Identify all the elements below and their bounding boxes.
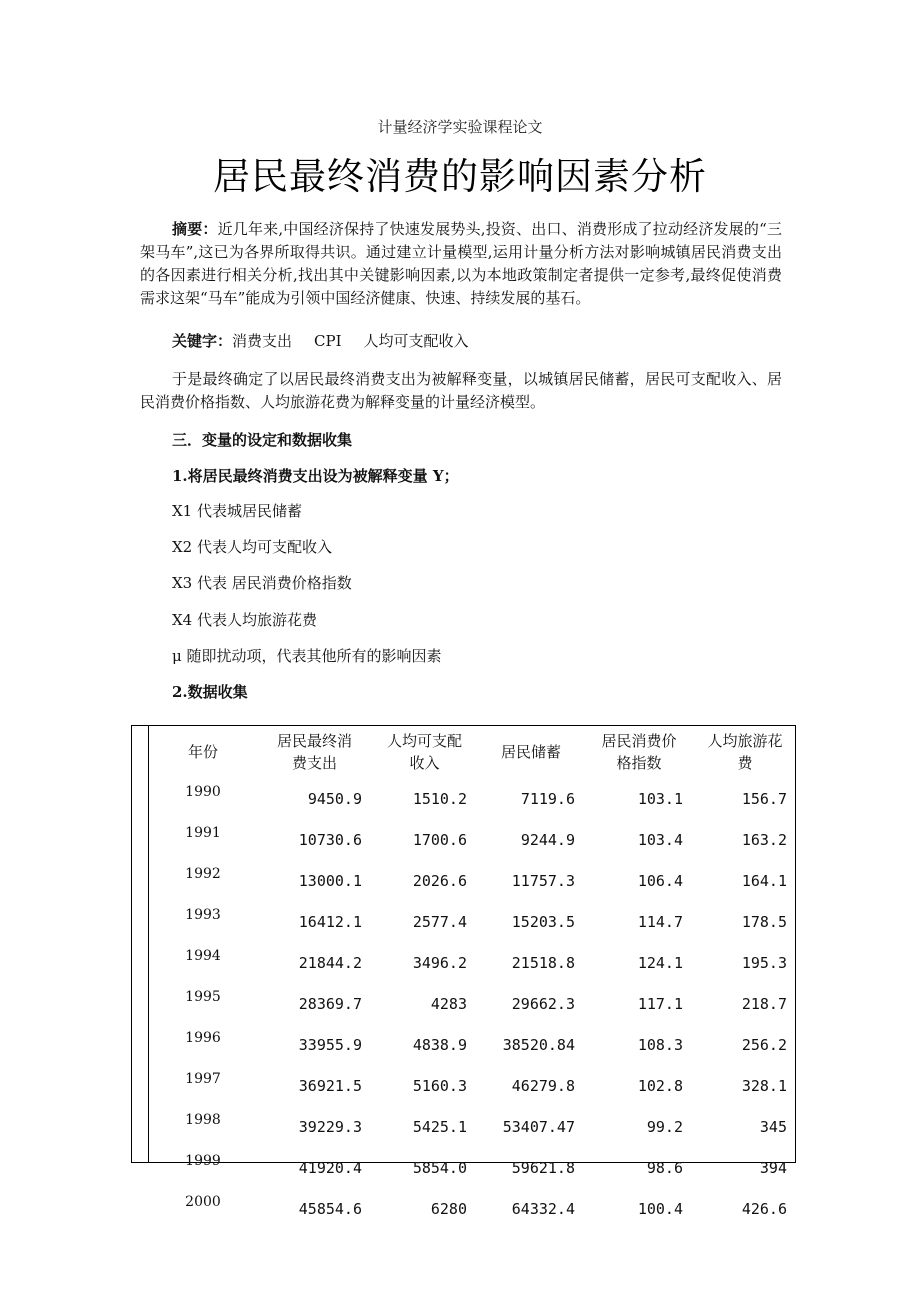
year-cell: 1990 [185,784,221,800]
value-cell: 195.3 [741,953,787,972]
value-cell: 38520.84 [502,1035,575,1054]
header-cpi: 居民消费价 格指数 [601,732,677,772]
value-cell: 2026.6 [412,871,467,890]
value-cell: 178.5 [741,912,787,931]
value-cell: 33955.9 [298,1035,362,1054]
abstract-label: 摘要： [172,220,218,238]
variable-x2: X2 代表人均可支配收入 [172,538,332,556]
value-cell: 3496.2 [412,953,467,972]
value-cell: 218.7 [741,994,787,1013]
abstract-paragraph [140,218,782,310]
value-cell: 114.7 [637,912,683,931]
value-cell: 39229.3 [298,1117,362,1136]
year-cell: 1994 [185,948,221,964]
value-cell: 156.7 [741,789,787,808]
value-cell: 16412.1 [298,912,362,931]
variable-x4: X4 代表人均旅游花费 [172,611,317,629]
header-disposable-income: 人均可支配 收入 [386,732,462,772]
value-cell: 394 [759,1158,787,1177]
value-cell: 46279.8 [511,1076,575,1095]
value-cell: 345 [759,1117,787,1136]
keyword-item: CPI [314,332,342,350]
value-cell: 59621.8 [511,1158,575,1177]
data-table-frame [131,725,796,1218]
value-cell: 163.2 [741,830,787,849]
table-row [149,860,797,901]
table-header-row [149,726,797,778]
year-cell: 1995 [185,989,221,1005]
course-subtitle: 计量经济学实验课程论文 [377,118,543,136]
value-cell: 21518.8 [511,953,575,972]
value-cell: 7119.6 [520,789,575,808]
section-heading: 三．变量的设定和数据收集 [172,431,353,449]
year-cell: 1999 [185,1153,221,1169]
year-cell: 2000 [185,1194,221,1210]
table-row [149,901,797,942]
keywords-line [172,330,491,351]
data-table [149,726,797,1229]
value-cell: 5425.1 [412,1117,467,1136]
keyword-item: 消费支出 [232,332,293,350]
value-cell: 28369.7 [298,994,362,1013]
value-cell: 53407.47 [502,1117,575,1136]
value-cell: 124.1 [637,953,683,972]
variable-x1: X1 代表城居民储蓄 [172,502,302,520]
value-cell: 6280 [430,1199,467,1218]
table-row [149,1065,797,1106]
value-cell: 106.4 [637,871,683,890]
value-cell: 103.1 [637,789,683,808]
value-cell: 328.1 [741,1076,787,1095]
year-cell: 1996 [185,1030,221,1046]
subsection-data-collection: 2.数据收集 [172,683,248,701]
value-cell: 29662.3 [511,994,575,1013]
value-cell: 64332.4 [511,1199,575,1218]
value-cell: 256.2 [741,1035,787,1054]
value-cell: 10730.6 [298,830,362,849]
keyword-item: 人均可支配收入 [363,332,469,350]
value-cell: 1700.6 [412,830,467,849]
value-cell: 9450.9 [307,789,362,808]
value-cell: 5854.0 [412,1158,467,1177]
value-cell: 164.1 [741,871,787,890]
value-cell: 21844.2 [298,953,362,972]
variable-mu: μ 随即扰动项，代表其他所有的影响因素 [172,647,442,665]
value-cell: 99.2 [646,1117,683,1136]
header-year: 年份 [187,743,218,761]
paper-title: 居民最终消费的影响因素分析 [213,155,707,198]
value-cell: 117.1 [637,994,683,1013]
table-row [149,1106,797,1147]
value-cell: 11757.3 [511,871,575,890]
value-cell: 4838.9 [412,1035,467,1054]
value-cell: 1510.2 [412,789,467,808]
value-cell: 15203.5 [511,912,575,931]
value-cell: 36921.5 [298,1076,362,1095]
value-cell: 9244.9 [520,830,575,849]
value-cell: 108.3 [637,1035,683,1054]
header-travel-spending: 人均旅游花 费 [707,732,783,772]
year-cell: 1998 [185,1112,221,1128]
subsection-dependent-variable: 1.将居民最终消费支出设为被解释变量 Y； [172,467,459,485]
variable-x3: X3 代表 居民消费价格指数 [172,574,352,592]
value-cell: 4283 [430,994,467,1013]
table-row [149,942,797,983]
value-cell: 103.4 [637,830,683,849]
value-cell: 45854.6 [298,1199,362,1218]
table-row [149,983,797,1024]
value-cell: 98.6 [646,1158,683,1177]
year-cell: 1991 [185,825,221,841]
value-cell: 5160.3 [412,1076,467,1095]
header-savings: 居民储蓄 [500,743,561,761]
year-cell: 1993 [185,907,221,923]
table-row [149,1147,797,1188]
table-row [149,1188,797,1229]
value-cell: 41920.4 [298,1158,362,1177]
value-cell: 13000.1 [298,871,362,890]
value-cell: 100.4 [637,1199,683,1218]
header-final-consumption: 居民最终消 费支出 [276,732,352,772]
table-row [149,819,797,860]
model-paragraph: 于是最终确定了以居民最终消费支出为被解释变量，以城镇居民储蓄，居民可支配收入、居民消费价格指数、人均旅游花费为解释变量的计量经济模型。 [140,370,782,411]
table-body [149,778,797,1229]
year-cell: 1997 [185,1071,221,1087]
value-cell: 102.8 [637,1076,683,1095]
table-row [149,778,797,819]
year-cell: 1992 [185,866,221,882]
table-row [149,1024,797,1065]
value-cell: 426.6 [741,1199,787,1218]
value-cell: 2577.4 [412,912,467,931]
abstract-text: 近几年来,中国经济保持了快速发展势头,投资、出口、消费形成了拉动经济发展的“三架马车”,这已为各界所取得共识。通过建立计量模型,运用计量分析方法对影响城镇居民消费支出的各因素进行相关分析,找出其中关键影响因素,以为本地政策制定者提供一定参考,最终促使消费需求这架“马车”能成为引领中国经济健康、快速、持续发展的基石。 [140,220,782,307]
keywords-label: 关键字： [172,332,233,350]
